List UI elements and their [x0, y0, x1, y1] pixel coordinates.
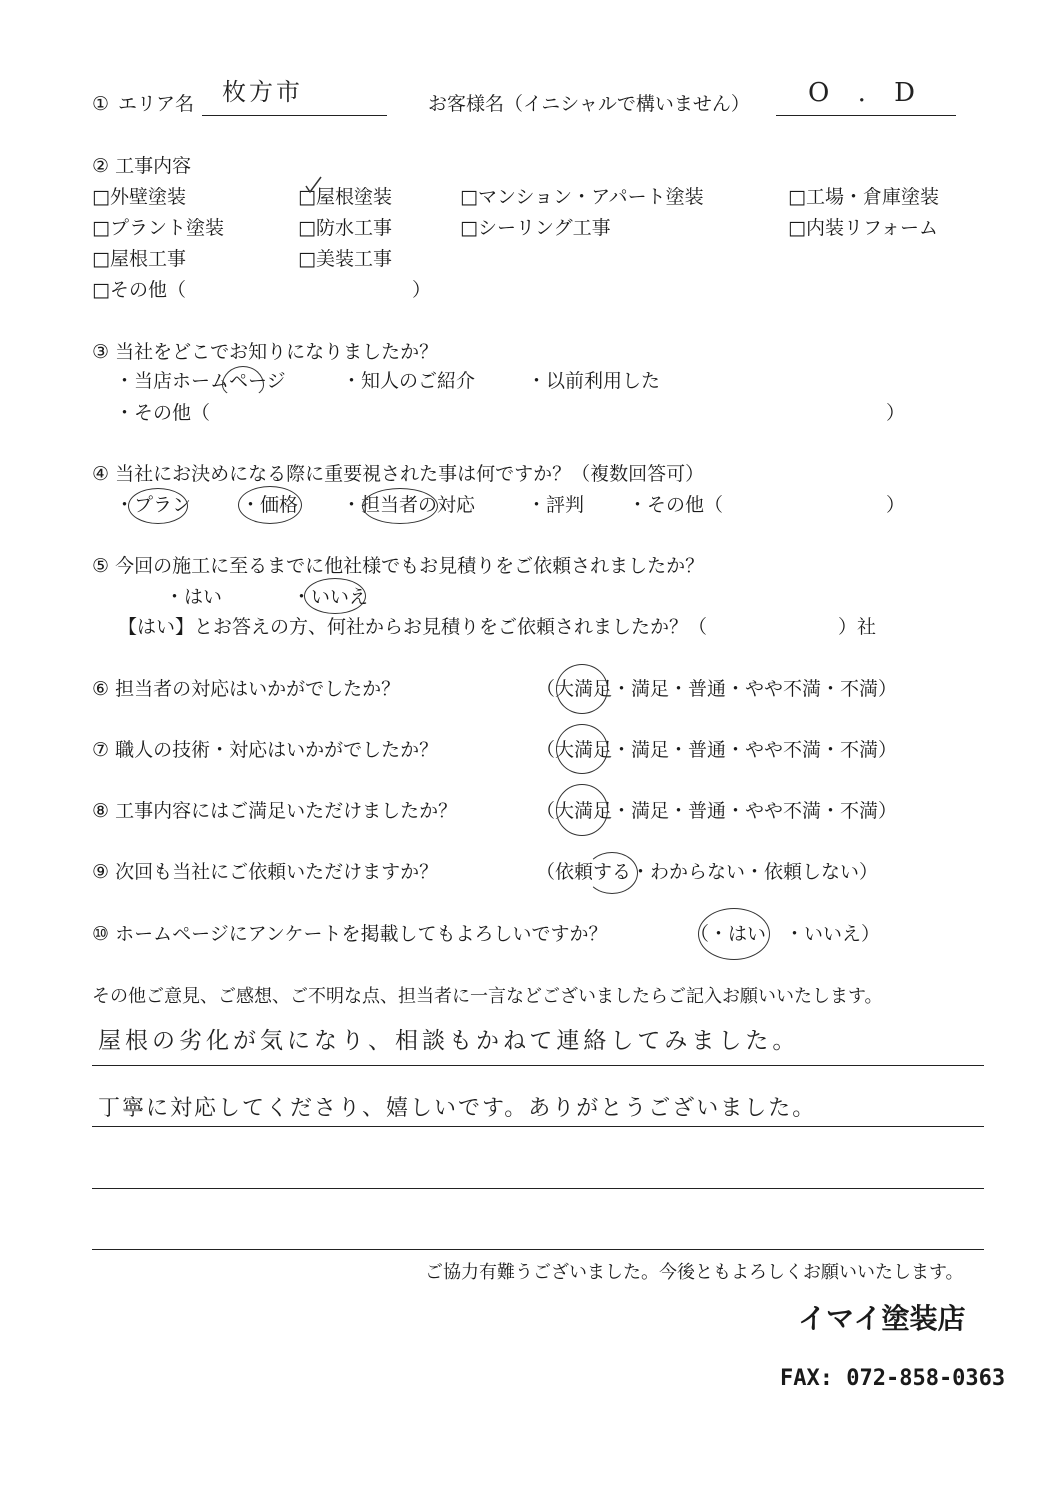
q5-no-mark: [304, 578, 366, 614]
q9-scale[interactable]: （依頼する・わからない・依頼しない）: [536, 861, 879, 883]
option-factory[interactable]: □工場・倉庫塗装: [788, 186, 939, 208]
q2-title: ② 工事内容: [92, 155, 192, 177]
customer-underline: [776, 115, 956, 116]
q3-title: ③ 当社をどこでお知りになりましたか？: [92, 341, 439, 363]
comment-line-2[interactable]: 丁寧に対応してくださり、嬉しいです。ありがとうございました。: [98, 1096, 817, 1121]
q9-title: ⑨ 次回も当社にご依頼いただけますか？: [92, 861, 439, 883]
company-name: イマイ塗装店: [798, 1302, 966, 1335]
q8-title: ⑧ 工事内容にはご満足いただけましたか？: [92, 800, 458, 822]
q6-selected-mark: [556, 664, 608, 714]
customer-label: お客様名（イニシャルで構いません）: [428, 93, 750, 115]
q4-staff-mark: [362, 488, 438, 524]
option-other[interactable]: □その他（: [92, 279, 186, 301]
q10-scale[interactable]: （・はい ・いいえ）: [690, 923, 881, 945]
comment-rule-3: [92, 1188, 984, 1189]
roof-painting-check-icon: [304, 176, 324, 196]
q3-other-close: ）: [886, 402, 906, 424]
option-cleaning[interactable]: □美装工事: [298, 248, 392, 270]
area-underline: [202, 115, 387, 116]
q8-selected-mark: [556, 784, 608, 836]
q4-option-staff[interactable]: ・担当者の対応: [342, 494, 476, 516]
comment-rule-2: [92, 1126, 984, 1127]
q4-other-close: ）: [886, 494, 906, 516]
q5-option-yes[interactable]: ・はい: [165, 586, 223, 608]
comment-rule-4: [92, 1249, 984, 1250]
q3-homepage-mark: [222, 366, 264, 398]
q7-title: ⑦ 職人の技術・対応はいかがでしたか？: [92, 739, 439, 761]
q6-title: ⑥ 担当者の対応はいかがでしたか？: [92, 678, 401, 700]
q5-followup: 【はい】とお答えの方、何社からお見積りをご依頼されましたか？（: [118, 616, 708, 638]
q3-option-other[interactable]: ・その他（: [115, 402, 211, 424]
option-interior[interactable]: □内装リフォーム: [788, 217, 939, 239]
q3-option-homepage[interactable]: ・当店ホームページ: [115, 370, 286, 392]
q7-scale[interactable]: （大満足・満足・普通・やや不満・不満）: [536, 739, 898, 761]
q4-option-price[interactable]: ・価格: [241, 494, 299, 516]
q5-title: ⑤ 今回の施工に至るまでに他社様でもお見積りをご依頼されましたか？: [92, 555, 705, 577]
q10-selected-mark: [698, 908, 770, 960]
q4-plan-mark: [128, 488, 188, 524]
q4-title: ④ 当社にお決めになる際に重要視された事は何ですか？（複数回答可）: [92, 463, 705, 485]
q10-title: ⑩ ホームページにアンケートを掲載してもよろしいですか？: [92, 923, 608, 945]
option-other-close: ）: [412, 279, 432, 301]
customer-value[interactable]: O . D: [808, 78, 925, 108]
option-sealing[interactable]: □シーリング工事: [460, 217, 611, 239]
q9-selected-mark: [586, 852, 638, 894]
option-roof-painting[interactable]: □屋根塗装: [298, 186, 392, 208]
option-plant[interactable]: □プラント塗装: [92, 217, 224, 239]
option-exterior-wall[interactable]: □外壁塗装: [92, 186, 186, 208]
area-value[interactable]: 枚方市: [222, 78, 303, 106]
q4-price-mark: [238, 486, 302, 524]
q4-option-other[interactable]: ・その他（: [628, 494, 724, 516]
area-label: エリア名: [118, 93, 195, 115]
fax-number: FAX: 072-858-0363: [780, 1366, 1006, 1391]
q3-option-referral[interactable]: ・知人のご紹介: [342, 370, 476, 392]
q8-scale[interactable]: （大満足・満足・普通・やや不満・不満）: [536, 800, 898, 822]
q4-option-reputation[interactable]: ・評判: [527, 494, 585, 516]
option-waterproof[interactable]: □防水工事: [298, 217, 392, 239]
q5-option-no[interactable]: ・いいえ: [292, 586, 369, 608]
q3-option-previous[interactable]: ・以前利用した: [527, 370, 661, 392]
option-roof-work[interactable]: □屋根工事: [92, 248, 186, 270]
comment-line-1[interactable]: 屋根の劣化が気になり、相談もかねて連絡してみました。: [98, 1028, 800, 1054]
comments-prompt: その他ご意見、ご感想、ご不明な点、担当者に一言などございましたらご記入お願いいたします。: [92, 986, 883, 1007]
q4-option-plan[interactable]: ・プラン: [115, 494, 192, 516]
q1-number: ①: [92, 93, 110, 115]
q6-scale[interactable]: （大満足・満足・普通・やや不満・不満）: [536, 678, 898, 700]
option-apartment[interactable]: □マンション・アパート塗装: [460, 186, 704, 208]
q5-followup-end: ）社: [838, 616, 877, 638]
comment-rule-1: [92, 1065, 984, 1066]
footer-thanks: ご協力有難うございました。今後ともよろしくお願いいたします。: [425, 1262, 964, 1283]
q7-selected-mark: [556, 724, 608, 774]
